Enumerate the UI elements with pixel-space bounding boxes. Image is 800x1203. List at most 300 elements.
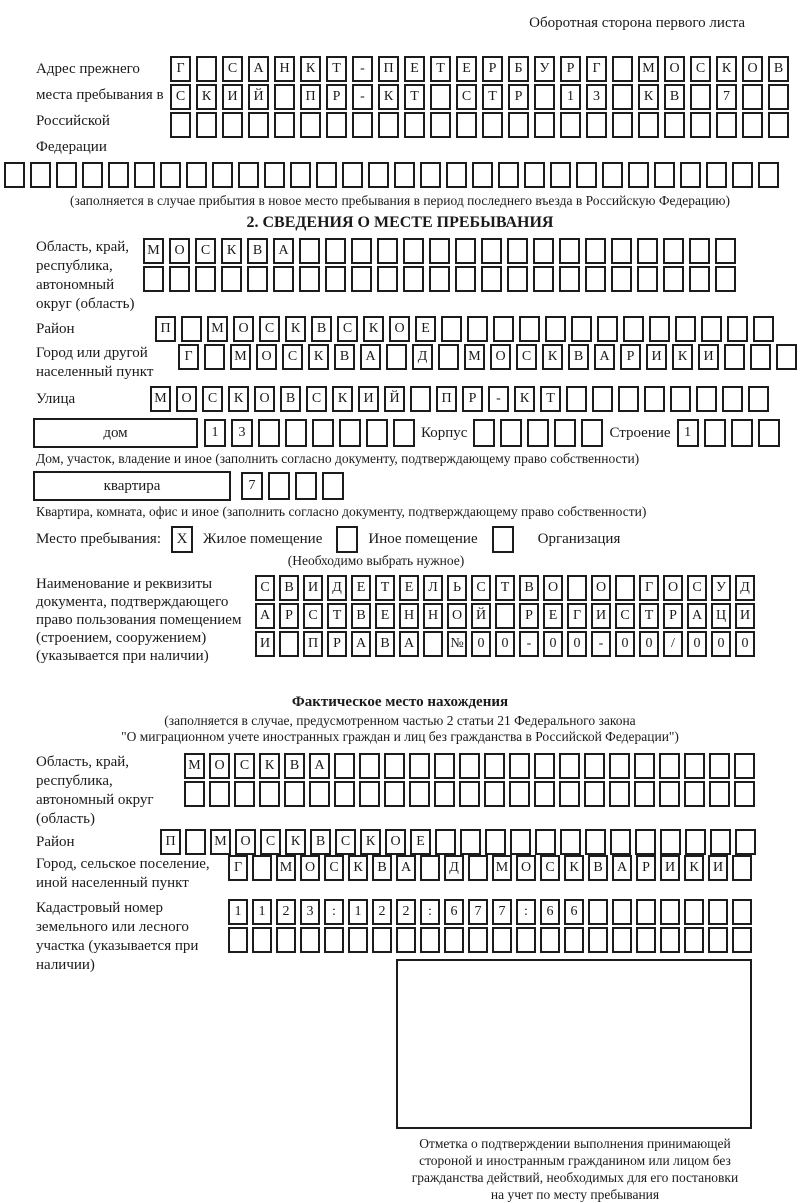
- char-box: 0: [471, 631, 491, 657]
- stay-type-row: [36, 526, 800, 553]
- char-box: [366, 419, 388, 447]
- char-box: О: [233, 316, 254, 342]
- char-box: [660, 829, 681, 855]
- char-box: :: [516, 899, 536, 925]
- char-box: Т: [430, 56, 451, 82]
- char-box: А: [273, 238, 294, 264]
- prev-address-label: Адрес прежнего места пребывания в Российской Федерации: [36, 61, 164, 155]
- char-box: [160, 162, 181, 188]
- char-box: А: [351, 631, 371, 657]
- char-box: [334, 753, 355, 779]
- char-box: 2: [396, 899, 416, 925]
- checkbox-residential: X: [171, 526, 193, 553]
- char-box: -: [352, 84, 373, 110]
- char-box: К: [196, 84, 217, 110]
- char-box: Т: [327, 603, 347, 629]
- char-box: Р: [508, 84, 529, 110]
- char-box: 0: [615, 631, 635, 657]
- char-box: [30, 162, 51, 188]
- char-box: [709, 781, 730, 807]
- stroenie-label: Строение: [609, 424, 671, 441]
- char-box: [56, 162, 77, 188]
- char-box: О: [235, 829, 256, 855]
- char-box: [455, 266, 476, 292]
- char-box: [507, 238, 528, 264]
- char-box: [485, 829, 506, 855]
- char-box: Е: [351, 575, 371, 601]
- char-box: [715, 266, 736, 292]
- char-box: М: [207, 316, 228, 342]
- char-box: [403, 238, 424, 264]
- char-box: [285, 419, 307, 447]
- char-box: С: [615, 603, 635, 629]
- char-box: К: [285, 316, 306, 342]
- char-box: [612, 927, 632, 953]
- char-box: М: [492, 855, 512, 881]
- char-box: О: [490, 344, 511, 370]
- char-box: [535, 829, 556, 855]
- char-box: У: [534, 56, 555, 82]
- char-box: [134, 162, 155, 188]
- char-box: К: [348, 855, 368, 881]
- char-box: Г: [170, 56, 191, 82]
- char-box: [368, 162, 389, 188]
- char-box: [559, 266, 580, 292]
- region-row-1: [143, 238, 736, 264]
- char-box: О: [591, 575, 611, 601]
- region-block: [36, 238, 800, 314]
- char-box: К: [672, 344, 693, 370]
- char-box: [460, 829, 481, 855]
- char-box: 1: [252, 899, 272, 925]
- char-box: [684, 781, 705, 807]
- district-block: [36, 316, 800, 342]
- char-box: [409, 753, 430, 779]
- char-box: [322, 472, 344, 500]
- char-box: [482, 112, 503, 138]
- char-box: [268, 472, 290, 500]
- apartment-type-box: квартира: [33, 471, 231, 501]
- char-box: [663, 266, 684, 292]
- char-box: О: [176, 386, 197, 412]
- char-box: 6: [540, 899, 560, 925]
- char-box: [611, 266, 632, 292]
- char-box: [372, 927, 392, 953]
- char-box: К: [564, 855, 584, 881]
- char-box: [623, 316, 644, 342]
- char-box: [185, 829, 206, 855]
- char-box: -: [519, 631, 539, 657]
- char-box: О: [663, 575, 683, 601]
- char-box: [585, 238, 606, 264]
- char-box: [435, 829, 456, 855]
- char-box: Й: [384, 386, 405, 412]
- option-residential-label: Жилое помещение: [203, 531, 323, 547]
- option-other-premises-label: Иное помещение: [368, 531, 478, 547]
- char-box: С: [335, 829, 356, 855]
- char-box: [325, 266, 346, 292]
- cadastral-label: Кадастровый номер земельного или лесного участка (указывается при наличии): [36, 900, 199, 973]
- cadastral-row-1: [228, 899, 752, 925]
- char-box: [252, 927, 272, 953]
- char-box: [222, 112, 243, 138]
- char-box: [300, 112, 321, 138]
- char-box: О: [385, 829, 406, 855]
- cadastral-row-2: [228, 927, 752, 953]
- char-box: [527, 419, 549, 447]
- char-box: И: [222, 84, 243, 110]
- actual-district-row: [160, 829, 756, 855]
- char-box: [534, 753, 555, 779]
- char-box: К: [221, 238, 242, 264]
- document-label: Наименование и реквизиты документа, подтверждающего право пользования помещением (строением, сооружением) (указывается при наличии): [36, 576, 242, 664]
- char-box: 6: [564, 899, 584, 925]
- char-box: 0: [639, 631, 659, 657]
- char-box: И: [646, 344, 667, 370]
- char-box: П: [155, 316, 176, 342]
- char-box: [384, 753, 405, 779]
- char-box: [735, 829, 756, 855]
- char-box: 3: [300, 899, 320, 925]
- korpus-label: Корпус: [421, 424, 468, 441]
- char-box: П: [160, 829, 181, 855]
- char-box: [534, 781, 555, 807]
- char-box: [685, 829, 706, 855]
- char-box: [684, 899, 704, 925]
- char-box: Е: [456, 56, 477, 82]
- char-box: [472, 162, 493, 188]
- street-row: [150, 386, 769, 412]
- char-box: [325, 238, 346, 264]
- char-box: [776, 344, 797, 370]
- char-box: В: [768, 56, 789, 82]
- char-box: С: [234, 753, 255, 779]
- char-box: [716, 112, 737, 138]
- char-box: [566, 386, 587, 412]
- char-box: 1: [228, 899, 248, 925]
- char-box: [429, 266, 450, 292]
- char-box: Т: [495, 575, 515, 601]
- char-box: 0: [735, 631, 755, 657]
- char-box: [534, 112, 555, 138]
- char-box: А: [360, 344, 381, 370]
- char-box: С: [540, 855, 560, 881]
- char-box: М: [150, 386, 171, 412]
- char-box: [560, 829, 581, 855]
- char-box: 3: [231, 419, 253, 447]
- char-box: В: [247, 238, 268, 264]
- char-box: [181, 316, 202, 342]
- stamp-caption-line: Отметка о подтверждении выполнения принимающей: [419, 1136, 731, 1151]
- char-box: [564, 927, 584, 953]
- char-box: П: [300, 84, 321, 110]
- char-box: [430, 112, 451, 138]
- char-box: 0: [687, 631, 707, 657]
- char-box: И: [698, 344, 719, 370]
- char-box: [510, 829, 531, 855]
- char-box: [753, 316, 774, 342]
- char-box: [634, 781, 655, 807]
- char-box: [456, 112, 477, 138]
- char-box: [758, 419, 780, 447]
- char-box: [300, 927, 320, 953]
- char-box: [567, 575, 587, 601]
- char-box: Д: [412, 344, 433, 370]
- char-box: Е: [415, 316, 436, 342]
- char-box: О: [742, 56, 763, 82]
- char-box: С: [516, 344, 537, 370]
- char-box: [659, 753, 680, 779]
- char-box: Р: [326, 84, 347, 110]
- house-row: [33, 418, 800, 448]
- char-box: 0: [495, 631, 515, 657]
- char-box: А: [248, 56, 269, 82]
- char-box: Т: [482, 84, 503, 110]
- char-box: [274, 84, 295, 110]
- char-box: [295, 472, 317, 500]
- char-box: [545, 316, 566, 342]
- char-box: 7: [492, 899, 512, 925]
- char-box: К: [308, 344, 329, 370]
- char-box: К: [638, 84, 659, 110]
- char-box: [500, 419, 522, 447]
- char-box: В: [284, 753, 305, 779]
- char-box: 1: [348, 899, 368, 925]
- char-box: К: [300, 56, 321, 82]
- char-box: [588, 927, 608, 953]
- actual-city-block: [36, 855, 800, 895]
- char-box: [636, 899, 656, 925]
- char-box: А: [255, 603, 275, 629]
- char-box: [722, 386, 743, 412]
- char-box: 2: [372, 899, 392, 925]
- char-box: [377, 238, 398, 264]
- char-box: К: [228, 386, 249, 412]
- char-box: В: [375, 631, 395, 657]
- actual-city-row: [228, 855, 752, 881]
- char-box: У: [711, 575, 731, 601]
- char-box: [484, 781, 505, 807]
- char-box: 7: [468, 899, 488, 925]
- char-box: [628, 162, 649, 188]
- prev-address-row-2: [170, 84, 789, 110]
- char-box: М: [464, 344, 485, 370]
- prev-address-row-1: [170, 56, 789, 82]
- char-box: [438, 344, 459, 370]
- char-box: [659, 781, 680, 807]
- char-box: [585, 829, 606, 855]
- char-box: [498, 162, 519, 188]
- char-box: Г: [228, 855, 248, 881]
- char-box: В: [519, 575, 539, 601]
- char-box: [238, 162, 259, 188]
- char-box: [495, 603, 515, 629]
- char-box: [273, 266, 294, 292]
- prev-address-row-3: [170, 112, 789, 138]
- char-box: [312, 419, 334, 447]
- section2-title: 2. СВЕДЕНИЯ О МЕСТЕ ПРЕБЫВАНИЯ: [246, 214, 554, 231]
- char-box: К: [542, 344, 563, 370]
- char-box: [768, 84, 789, 110]
- char-box: О: [256, 344, 277, 370]
- char-box: М: [276, 855, 296, 881]
- char-box: М: [210, 829, 231, 855]
- char-box: О: [516, 855, 536, 881]
- char-box: [258, 419, 280, 447]
- char-box: [559, 238, 580, 264]
- stamp-caption-line: на учет по месту пребывания: [490, 1187, 660, 1202]
- char-box: -: [591, 631, 611, 657]
- char-box: [195, 266, 216, 292]
- char-box: [649, 316, 670, 342]
- char-box: [684, 927, 704, 953]
- char-box: [654, 162, 675, 188]
- char-box: [732, 855, 752, 881]
- char-box: [455, 238, 476, 264]
- char-box: [768, 112, 789, 138]
- char-box: 1: [204, 419, 226, 447]
- char-box: [228, 927, 248, 953]
- char-box: [731, 419, 753, 447]
- char-box: [284, 781, 305, 807]
- char-box: Е: [543, 603, 563, 629]
- char-box: И: [735, 603, 755, 629]
- city-block: [36, 344, 800, 384]
- char-box: Р: [279, 603, 299, 629]
- char-box: [507, 266, 528, 292]
- char-box: Р: [519, 603, 539, 629]
- char-box: М: [230, 344, 251, 370]
- char-box: О: [254, 386, 275, 412]
- char-box: [434, 753, 455, 779]
- char-box: [638, 112, 659, 138]
- char-box: М: [638, 56, 659, 82]
- char-box: С: [202, 386, 223, 412]
- char-box: А: [687, 603, 707, 629]
- house-number-cells: [204, 419, 415, 447]
- char-box: [734, 753, 755, 779]
- prev-address-rows: [170, 56, 789, 138]
- char-box: [612, 56, 633, 82]
- char-box: П: [378, 56, 399, 82]
- char-box: [516, 927, 536, 953]
- char-box: А: [594, 344, 615, 370]
- prev-address-note: (заполняется в случае прибытия в новое место пребывания в период последнего въезда в Российскую Федерацию): [69, 193, 731, 208]
- city-label: Город или другой населенный пункт: [36, 345, 154, 380]
- char-box: [339, 419, 361, 447]
- char-box: [709, 753, 730, 779]
- char-box: [409, 781, 430, 807]
- cadastral-block: [36, 899, 800, 973]
- char-box: В: [351, 603, 371, 629]
- char-box: [420, 162, 441, 188]
- actual-district-label: Район: [36, 834, 75, 850]
- char-box: [634, 753, 655, 779]
- char-box: [684, 753, 705, 779]
- char-box: [248, 112, 269, 138]
- char-box: И: [660, 855, 680, 881]
- char-box: [660, 899, 680, 925]
- char-box: [324, 927, 344, 953]
- char-box: [386, 344, 407, 370]
- actual-location-note-1: (заполняется в случае, предусмотренном частью 2 статьи 21 Федерального закона: [164, 713, 636, 728]
- char-box: [196, 112, 217, 138]
- char-box: :: [420, 899, 440, 925]
- char-box: О: [447, 603, 467, 629]
- char-box: Р: [462, 386, 483, 412]
- char-box: [423, 631, 443, 657]
- char-box: [732, 927, 752, 953]
- char-box: [459, 781, 480, 807]
- char-box: [221, 266, 242, 292]
- street-label: Улица: [36, 391, 76, 407]
- char-box: Ц: [711, 603, 731, 629]
- char-box: [533, 266, 554, 292]
- char-box: [108, 162, 129, 188]
- prev-address-row-4: [4, 162, 800, 188]
- char-box: [524, 162, 545, 188]
- actual-region-label: Область, край, республика, автономный округ (область): [36, 754, 154, 827]
- char-box: [663, 238, 684, 264]
- char-box: [715, 238, 736, 264]
- char-box: [429, 238, 450, 264]
- char-box: [334, 781, 355, 807]
- char-box: [377, 266, 398, 292]
- char-box: [299, 266, 320, 292]
- char-box: А: [396, 855, 416, 881]
- char-box: [734, 781, 755, 807]
- stamp-caption-line: гражданства действий, необходимых для его постановки: [411, 1170, 739, 1185]
- char-box: Р: [560, 56, 581, 82]
- stroenie-cells: [677, 419, 780, 447]
- char-box: 7: [716, 84, 737, 110]
- char-box: С: [170, 84, 191, 110]
- char-box: [299, 238, 320, 264]
- char-box: [430, 84, 451, 110]
- char-box: [584, 781, 605, 807]
- char-box: Г: [639, 575, 659, 601]
- char-box: [204, 344, 225, 370]
- char-box: [143, 266, 164, 292]
- char-box: [351, 238, 372, 264]
- char-box: [550, 162, 571, 188]
- char-box: [352, 112, 373, 138]
- actual-city-label: Город, сельское поселение, иной населенный пункт: [36, 856, 210, 891]
- char-box: О: [389, 316, 410, 342]
- char-box: [446, 162, 467, 188]
- char-box: К: [360, 829, 381, 855]
- char-box: Т: [639, 603, 659, 629]
- char-box: [732, 162, 753, 188]
- char-box: Р: [636, 855, 656, 881]
- char-box: [519, 316, 540, 342]
- char-box: О: [209, 753, 230, 779]
- region-row-2: [143, 266, 736, 292]
- char-box: [724, 344, 745, 370]
- char-box: Й: [471, 603, 491, 629]
- char-box: [610, 829, 631, 855]
- char-box: [637, 266, 658, 292]
- char-box: Р: [482, 56, 503, 82]
- char-box: [612, 84, 633, 110]
- confirmation-stamp-box: [396, 959, 752, 1129]
- char-box: Е: [399, 575, 419, 601]
- char-box: И: [303, 575, 323, 601]
- char-box: [348, 927, 368, 953]
- char-box: [264, 162, 285, 188]
- char-box: А: [309, 753, 330, 779]
- char-box: [602, 162, 623, 188]
